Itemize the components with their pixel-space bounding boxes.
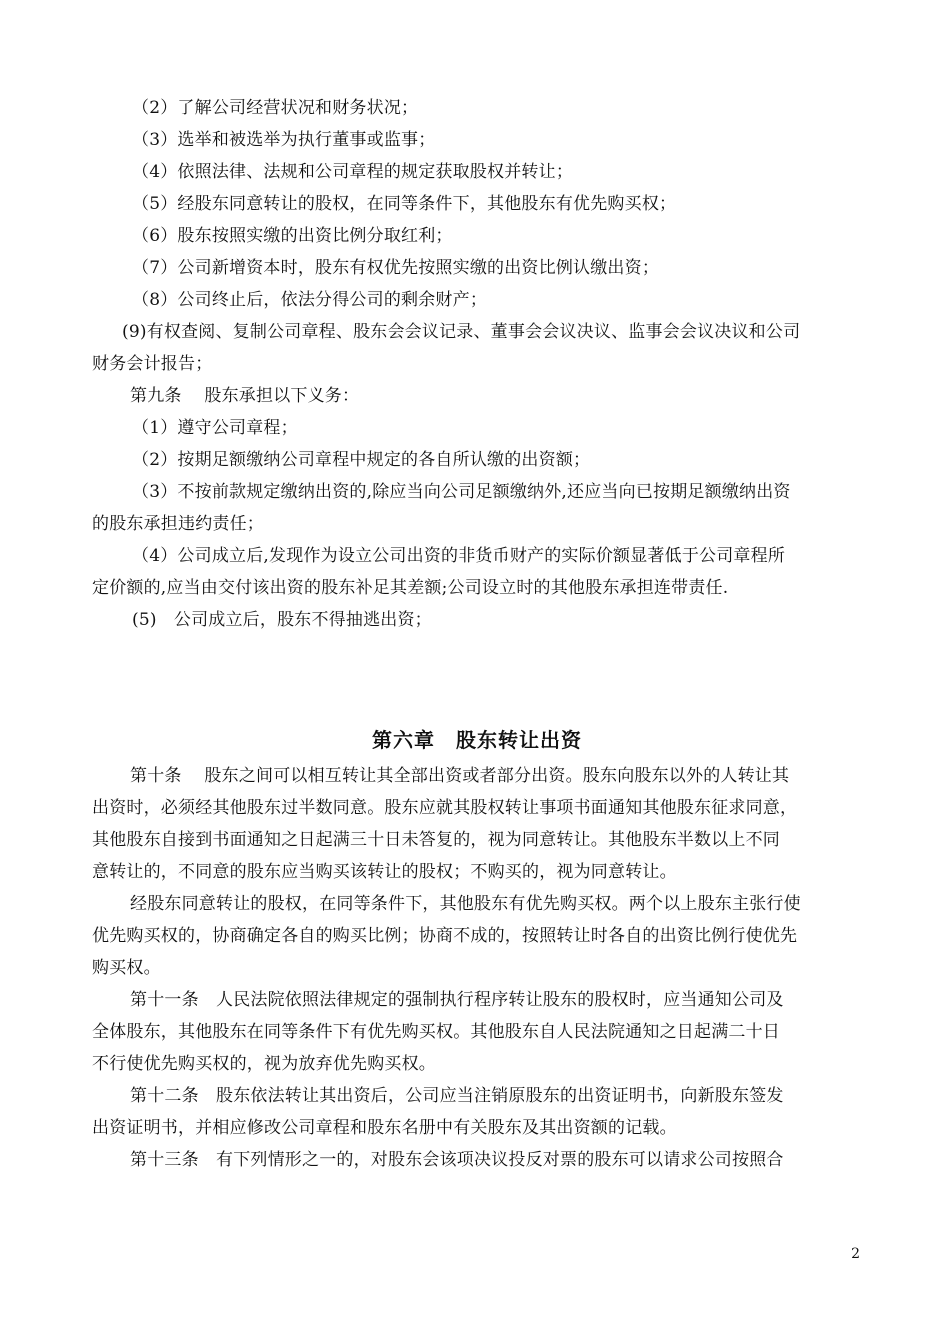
paragraph-line: （8）公司终止后，依法分得公司的剩余财产；	[132, 290, 488, 310]
paragraph-line: 财务会计报告；	[92, 354, 213, 374]
paragraph-line: 经股东同意转让的股权，在同等条件下，其他股东有优先购买权。两个以上股东主张行使	[130, 894, 801, 914]
paragraph-line: （4）依照法律、法规和公司章程的规定获取股权并转让；	[132, 162, 574, 182]
paragraph-line: （1）遵守公司章程；	[132, 418, 298, 438]
section-b-equity-transfer	[92, 760, 862, 1176]
paragraph-line: 出资证明书，并相应修改公司章程和股东名册中有关股东及其出资额的记载。	[92, 1118, 677, 1138]
paragraph-line: （2）按期足额缴纳公司章程中规定的各自所认缴的出资额；	[132, 450, 591, 470]
paragraph-line: (9)有权查阅、复制公司章程、股东会会议记录、董事会会议决议、监事会会议决议和公司	[122, 322, 801, 342]
paragraph-line: 的股东承担违约责任；	[92, 514, 264, 534]
chapter-title: 第六章 股东转让出资	[372, 728, 582, 752]
paragraph-line: （6）股东按照实缴的出资比例分取红利；	[132, 226, 453, 246]
article-nine-heading: 第九条 股东承担以下义务：	[130, 386, 360, 406]
paragraph-line: (5) 公司成立后，股东不得抽逃出资；	[132, 610, 432, 630]
paragraph-line: （5）经股东同意转让的股权，在同等条件下，其他股东有优先购买权；	[132, 194, 677, 214]
page-number: 2	[851, 1246, 860, 1262]
paragraph-line: 第十二条 股东依法转让其出资后，公司应当注销原股东的出资证明书，向新股东签发	[130, 1086, 784, 1106]
paragraph-line: （3）选举和被选举为执行董事或监事；	[132, 130, 436, 150]
paragraph-line: （7）公司新增资本时，股东有权优先按照实缴的出资比例认缴出资；	[132, 258, 660, 278]
paragraph-line: 不行使优先购买权的，视为放弃优先购买权。	[92, 1054, 436, 1074]
paragraph-line: 其他股东自接到书面通知之日起满三十日未答复的，视为同意转让。其他股东半数以上不同	[92, 830, 780, 850]
section-a-shareholder-rights-duties	[92, 92, 862, 636]
paragraph-line: 优先购买权的，协商确定各自的购买比例；协商不成的，按照转让时各自的出资比例行使优先	[92, 926, 798, 946]
paragraph-line: （4）公司成立后,发现作为设立公司出资的非货币财产的实际价额显著低于公司章程所	[132, 546, 786, 566]
paragraph-line: 定价额的,应当由交付该出资的股东补足其差额;公司设立时的其他股东承担连带责任.	[92, 578, 729, 598]
paragraph-line: 出资时，必须经其他股东过半数同意。股东应就其股权转让事项书面通知其他股东征求同意，	[92, 798, 798, 818]
paragraph-line: （2）了解公司经营状况和财务状况；	[132, 98, 419, 118]
paragraph-line: 全体股东，其他股东在同等条件下有优先购买权。其他股东自人民法院通知之日起满二十日	[92, 1022, 780, 1042]
paragraph-line: 意转让的，不同意的股东应当购买该转让的股权；不购买的，视为同意转让。	[92, 862, 677, 882]
paragraph-line: （3）不按前款规定缴纳出资的,除应当向公司足额缴纳外,还应当向已按期足额缴纳出资	[132, 482, 791, 502]
paragraph-line: 第十条 股东之间可以相互转让其全部出资或者部分出资。股东向股东以外的人转让其	[130, 766, 790, 786]
paragraph-line: 第十三条 有下列情形之一的，对股东会该项决议投反对票的股东可以请求公司按照合	[130, 1150, 784, 1170]
chapter-six	[92, 718, 862, 762]
paragraph-line: 第十一条 人民法院依照法律规定的强制执行程序转让股东的股权时，应当通知公司及	[130, 990, 784, 1010]
paragraph-line: 购买权。	[92, 958, 161, 978]
